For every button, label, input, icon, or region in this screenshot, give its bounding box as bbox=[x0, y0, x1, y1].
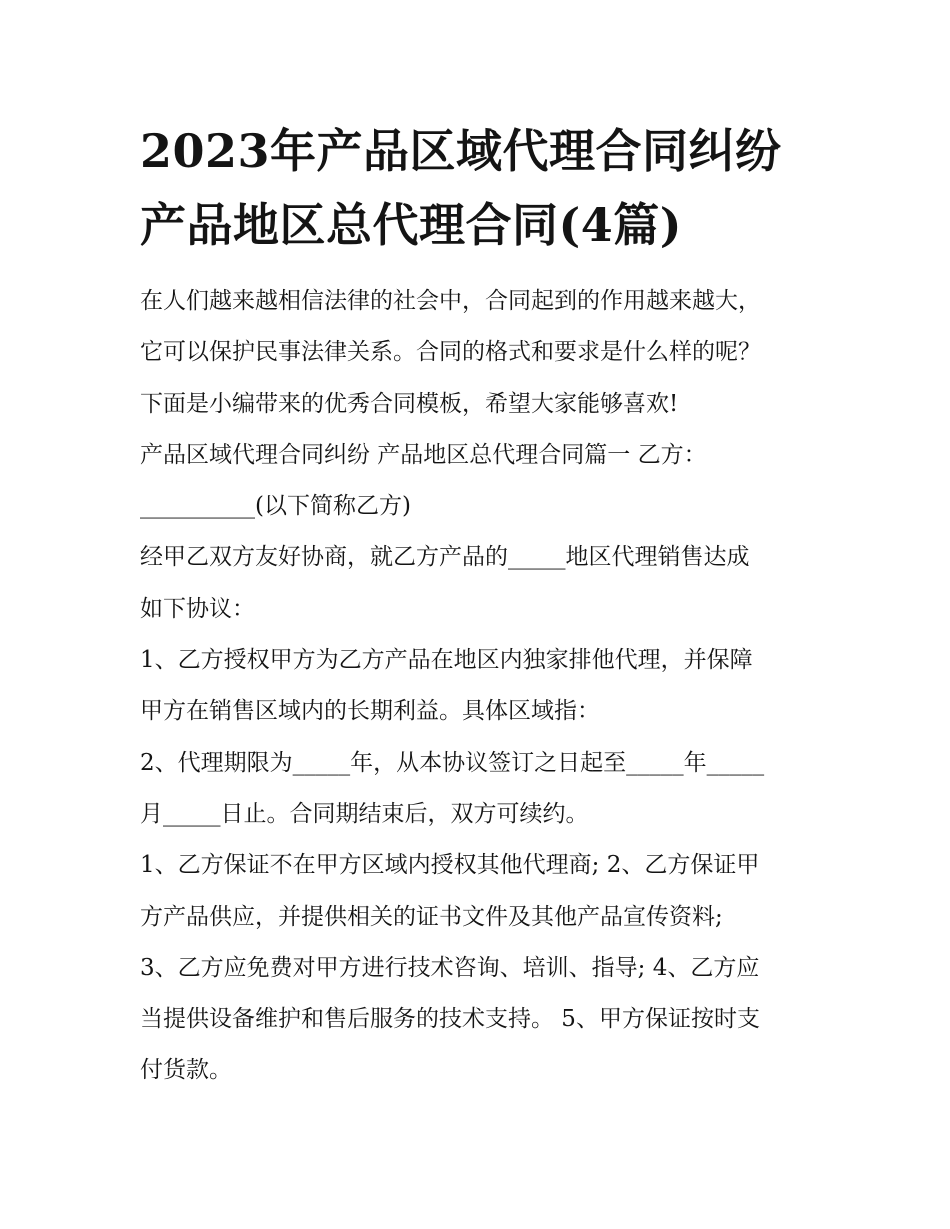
body-line: 下面是小编带来的优秀合同模板，希望大家能够喜欢! bbox=[140, 390, 679, 417]
body-line: 在人们越来越相信法律的社会中，合同起到的作用越来越大， bbox=[140, 288, 761, 314]
title-line-1: 2023年产品区域代理合同纠纷 bbox=[140, 124, 782, 178]
body-line: 方产品供应，并提供相关的证书文件及其他产品宣传资料; bbox=[140, 903, 723, 930]
body-line: 经甲乙双方友好协商，就乙方产品的_____地区代理销售达成 bbox=[140, 544, 750, 571]
document-body bbox=[140, 276, 820, 1097]
body-line: 甲方在销售区域内的长期利益。具体区域指： bbox=[140, 698, 600, 725]
body-line: 如下协议： bbox=[140, 595, 255, 622]
body-line: 月_____日止。合同期结束后，双方可续约。 bbox=[140, 800, 589, 827]
body-line: 产品区域代理合同纠纷 产品地区总代理合同篇一 乙方： bbox=[140, 441, 707, 468]
body-line: 1、乙方保证不在甲方区域内授权其他代理商; 2、乙方保证甲 bbox=[140, 852, 760, 879]
body-line: 2、代理期限为_____年，从本协议签订之日起至_____年_____ bbox=[140, 749, 765, 776]
body-line: __________(以下简称乙方) bbox=[140, 493, 411, 520]
body-line: 3、乙方应免费对甲方进行技术咨询、培训、指导; 4、乙方应 bbox=[140, 954, 760, 981]
body-line: 它可以保护民事法律关系。合同的格式和要求是什么样的呢？ bbox=[140, 339, 761, 366]
body-line: 付货款。 bbox=[140, 1057, 232, 1084]
body-line: 当提供设备维护和售后服务的技术支持。 5、甲方保证按时支 bbox=[140, 1006, 760, 1033]
document-title bbox=[140, 114, 830, 262]
body-line: 1、乙方授权甲方为乙方产品在地区内独家排他代理，并保障 bbox=[140, 647, 753, 674]
title-line-2: 产品地区总代理合同(4篇) bbox=[140, 198, 683, 252]
